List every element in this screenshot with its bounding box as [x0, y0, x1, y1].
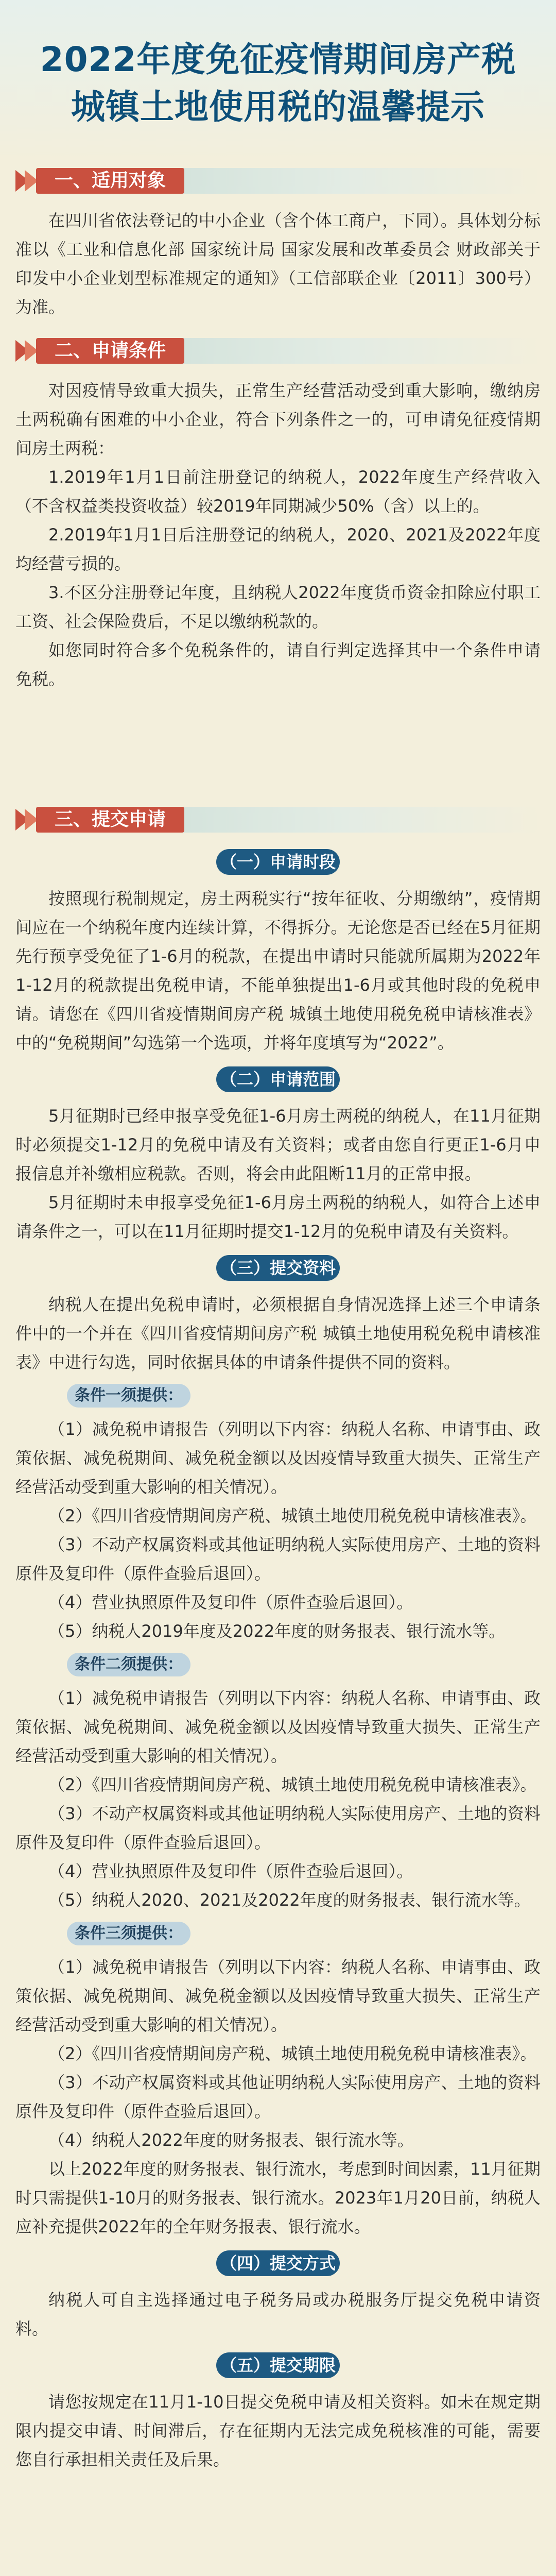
list-item: （3）不动产权属资料或其他证明纳税人实际使用房产、土地的资料原件及复印件（原件查验后退回）。 [15, 1804, 541, 1852]
page-title [0, 36, 556, 131]
condition-3-title: 条件三须提供： [67, 1922, 190, 1945]
paragraph: 2.2019年1月1日后注册登记的纳税人，2020、2021及2022年度均经营亏损的。 [15, 525, 541, 573]
paragraph: 纳税人可自主选择通过电子税务局或办税服务厅提交免税申请资料。 [15, 2290, 541, 2338]
condition-2-title: 条件二须提供： [67, 1653, 190, 1676]
paragraph: 请您按规定在11月1-10日提交免税申请及相关资料。如未在规定期限内提交申请、时间滞后，存在征期内无法完成免税核准的可能，需要您自行承担相关责任及后果。 [15, 2392, 541, 2469]
title-line-2: 城镇土地使用税的温馨提示 [71, 87, 485, 127]
list-item: （4）营业执照原件及复印件（原件查验后退回）。 [48, 1861, 413, 1881]
list-item: （2）《四川省疫情期间房产税、城镇土地使用税免税申请核准表》。 [48, 1506, 537, 1526]
list-item: （2）《四川省疫情期间房产税、城镇土地使用税免税申请核准表》。 [48, 1775, 537, 1794]
paragraph: 3.不区分注册登记年度，且纳税人2022年度货币资金扣除应付职工工资、社会保险费后，不足以缴纳税款的。 [15, 583, 541, 631]
list-item: （4）纳税人2022年度的财务报表、银行流水等。 [48, 2130, 414, 2150]
list-item: （5）纳税人2020、2021及2022年度的财务报表、银行流水等。 [48, 1890, 531, 1910]
section-2-header [15, 335, 541, 367]
subsection-2-title: （二）申请范围 [216, 1066, 340, 1092]
paragraph: 纳税人在提出免税申请时，必须根据自身情况选择上述三个申请条件中的一个并在《四川省疫情期间房产税 城镇土地使用税免税申请核准表》中进行勾选，同时依据具体的申请条件提供不同的资料。 [15, 1295, 541, 1372]
section-3-header [15, 804, 541, 836]
list-item: （2）《四川省疫情期间房产税、城镇土地使用税免税申请核准表》。 [48, 2044, 537, 2063]
subsection-4-title: （四）提交方式 [216, 2250, 340, 2276]
subsection-5-title: （五）提交期限 [216, 2352, 340, 2378]
paragraph: 5月征期时已经申报享受免征1-6月房土两税的纳税人，在11月征期时必须提交1-12月的免税申请及有关资料；或者由您自行更正1-6月申报信息并补缴相应税款。否则，将会由此阻断11月的正常申报。 [15, 1106, 541, 1183]
list-item: （4）营业执照原件及复印件（原件查验后退回）。 [48, 1592, 413, 1612]
list-item: （5）纳税人2019年度及2022年度的财务报表、银行流水等。 [48, 1621, 506, 1641]
list-item: （1）减免税申请报告（列明以下内容：纳税人名称、申请事由、政策依据、减免税期间、减免税金额以及因疫情导致重大损失、正常生产经营活动受到重大影响的相关情况）。 [15, 1957, 541, 2035]
section-3-title: 三、提交申请 [36, 807, 184, 833]
section-1-title: 一、适用对象 [36, 168, 184, 194]
section-1-header [15, 165, 541, 197]
section-1-body [15, 206, 541, 321]
list-item: （3）不动产权属资料或其他证明纳税人实际使用房产、土地的资料原件及复印件（原件查验后退回）。 [15, 1535, 541, 1583]
subsection-1-title: （一）申请时段 [216, 849, 340, 875]
condition-1-title: 条件一须提供： [67, 1384, 190, 1408]
paragraph: 如您同时符合多个免税条件的，请自行判定选择其中一个条件申请免税。 [15, 640, 541, 689]
section-3-body [15, 840, 541, 2474]
title-line-1: 2022年度免征疫情期间房产税 [40, 40, 516, 79]
paragraph: 以上2022年度的财务报表、银行流水，考虑到时间因素，11月征期时只需提供1-10月的财务报表、银行流水。2023年1月20日前，纳税人应补充提供2022年的全年财务报表、银行流水。 [15, 2159, 541, 2236]
list-item: （3）不动产权属资料或其他证明纳税人实际使用房产、土地的资料原件及复印件（原件查验后退回）。 [15, 2073, 541, 2121]
paragraph: 按照现行税制规定，房土两税实行“按年征收、分期缴纳”，疫情期间应在一个纳税年度内连续计算，不得拆分。无论您是否已经在5月征期先行预享受免征了1-6月的税款，在提出申请时只能就所属期为2022年1-12月的税款提出免税申请，不能单独提出1-6月或其他时段的免税申请。请您在《四川省疫情期间房产税 城镇土地使用税免税申请核准表》中的“免税期间”勾选第一个选项，并将年度填写为“2022”。 [15, 889, 541, 1053]
subsection-3-title: （三）提交资料 [216, 1255, 340, 1281]
section-2-title: 二、申请条件 [36, 338, 184, 364]
paragraph: 1.2019年1月1日前注册登记的纳税人，2022年度生产经营收入（不含权益类投资收益）较2019年同期减少50%（含）以上的。 [15, 467, 541, 516]
paragraph: 在四川省依法登记的中小企业（含个体工商户，下同）。具体划分标准以《工业和信息化部 国家统计局 国家发展和改革委员会 财政部关于印发中小企业划型标准规定的通知》（工信部联企业〔2011〕300号）为准。 [15, 211, 541, 317]
section-2-body [15, 376, 541, 693]
list-item: （1）减免税申请报告（列明以下内容：纳税人名称、申请事由、政策依据、减免税期间、减免税金额以及因疫情导致重大损失、正常生产经营活动受到重大影响的相关情况）。 [15, 1419, 541, 1497]
paragraph: 对因疫情导致重大损失，正常生产经营活动受到重大影响，缴纳房土两税确有困难的中小企业，符合下列条件之一的，可申请免征疫情期间房土两税： [15, 381, 541, 458]
list-item: （1）减免税申请报告（列明以下内容：纳税人名称、申请事由、政策依据、减免税期间、减免税金额以及因疫情导致重大损失、正常生产经营活动受到重大影响的相关情况）。 [15, 1688, 541, 1766]
paragraph: 5月征期时未申报享受免征1-6月房土两税的纳税人，如符合上述申请条件之一，可以在11月征期时提交1-12月的免税申请及有关资料。 [15, 1193, 541, 1241]
